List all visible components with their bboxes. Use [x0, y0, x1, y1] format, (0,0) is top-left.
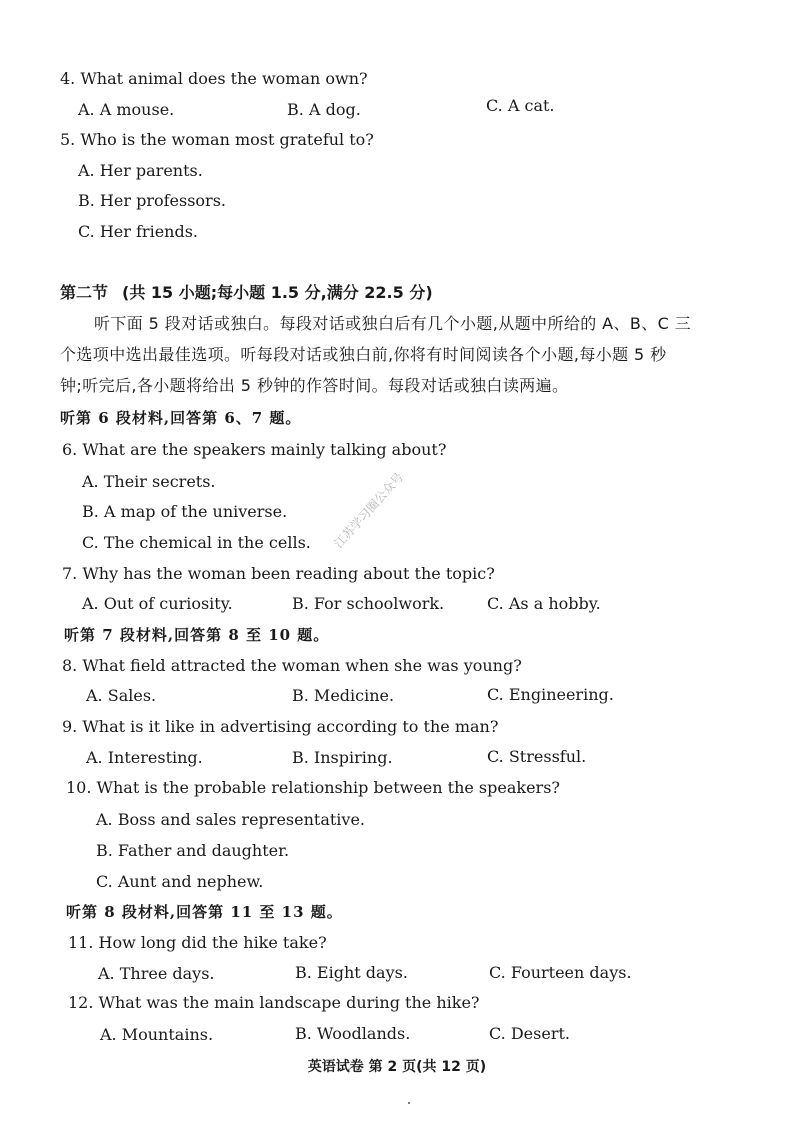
q10-option-b: B. Father and daughter.: [96, 841, 290, 860]
q10-option-a: A. Boss and sales representative.: [96, 810, 365, 829]
scan-dot: [408, 1102, 410, 1104]
q6-option-a: A. Their secrets.: [82, 472, 216, 491]
section-2-heading: [60, 283, 433, 303]
q12-option-b: B. Woodlands.: [295, 1024, 411, 1043]
instruction-line-2: 个选项中选出最佳选项。听每段对话或独白前,你将有时间阅读各个小题,每小题 5 秒: [60, 345, 667, 364]
q9-option-b: B. Inspiring.: [292, 748, 393, 767]
q5-option-b: B. Her professors.: [78, 191, 226, 210]
q12-option-c: C. Desert.: [489, 1024, 570, 1043]
question-7: 7. Why has the woman been reading about the topic?: [62, 564, 495, 583]
watermark: 江苏学习圈公众号: [331, 469, 407, 551]
section-2-title: 第二节: [60, 283, 109, 302]
q11-option-a: A. Three days.: [98, 964, 215, 983]
question-5: 5. Who is the woman most grateful to?: [60, 130, 374, 149]
q4-option-a: A. A mouse.: [78, 100, 175, 119]
question-8: 8. What field attracted the woman when she was young?: [62, 656, 522, 675]
q6-option-b: B. A map of the universe.: [82, 502, 288, 521]
q7-option-a: A. Out of curiosity.: [82, 594, 233, 613]
question-12: 12. What was the main landscape during the hike?: [68, 993, 480, 1012]
q8-option-a: A. Sales.: [86, 686, 157, 705]
q8-option-c: C. Engineering.: [487, 685, 614, 704]
q11-option-c: C. Fourteen days.: [489, 963, 632, 982]
q9-option-c: C. Stressful.: [487, 747, 587, 766]
q10-option-c: C. Aunt and nephew.: [96, 872, 264, 891]
question-4: 4. What animal does the woman own?: [60, 69, 368, 88]
q5-option-c: C. Her friends.: [78, 222, 198, 241]
question-9: 9. What is it like in advertising according to the man?: [62, 717, 499, 736]
q6-option-c: C. The chemical in the cells.: [82, 533, 311, 552]
q4-option-b: B. A dog.: [287, 100, 361, 119]
segment-8-label: 听第 8 段材料,回答第 11 至 13 题。: [66, 903, 343, 921]
instruction-line-3: 钟;听完后,各小题将给出 5 秒钟的作答时间。每段对话或独白读两遍。: [60, 376, 569, 395]
q7-option-c: C. As a hobby.: [487, 594, 601, 613]
segment-6-label: 听第 6 段材料,回答第 6、7 题。: [60, 409, 302, 427]
segment-7-label: 听第 7 段材料,回答第 8 至 10 题。: [64, 626, 330, 644]
q7-option-b: B. For schoolwork.: [292, 594, 445, 613]
question-11: 11. How long did the hike take?: [68, 933, 327, 952]
section-2-points: (共 15 小题;每小题 1.5 分,满分 22.5 分): [122, 283, 433, 302]
instruction-line-1: 听下面 5 段对话或独白。每段对话或独白后有几个小题,从题中所给的 A、B、C 三: [94, 314, 692, 333]
question-10: 10. What is the probable relationship between the speakers?: [66, 778, 560, 797]
question-6: 6. What are the speakers mainly talking about?: [62, 440, 447, 459]
q9-option-a: A. Interesting.: [86, 748, 203, 767]
q11-option-b: B. Eight days.: [295, 963, 408, 982]
q12-option-a: A. Mountains.: [100, 1025, 214, 1044]
q4-option-c: C. A cat.: [486, 96, 555, 115]
q8-option-b: B. Medicine.: [292, 686, 395, 705]
q5-option-a: A. Her parents.: [78, 161, 203, 180]
page-footer: 英语试卷 第 2 页(共 12 页): [307, 1059, 487, 1075]
